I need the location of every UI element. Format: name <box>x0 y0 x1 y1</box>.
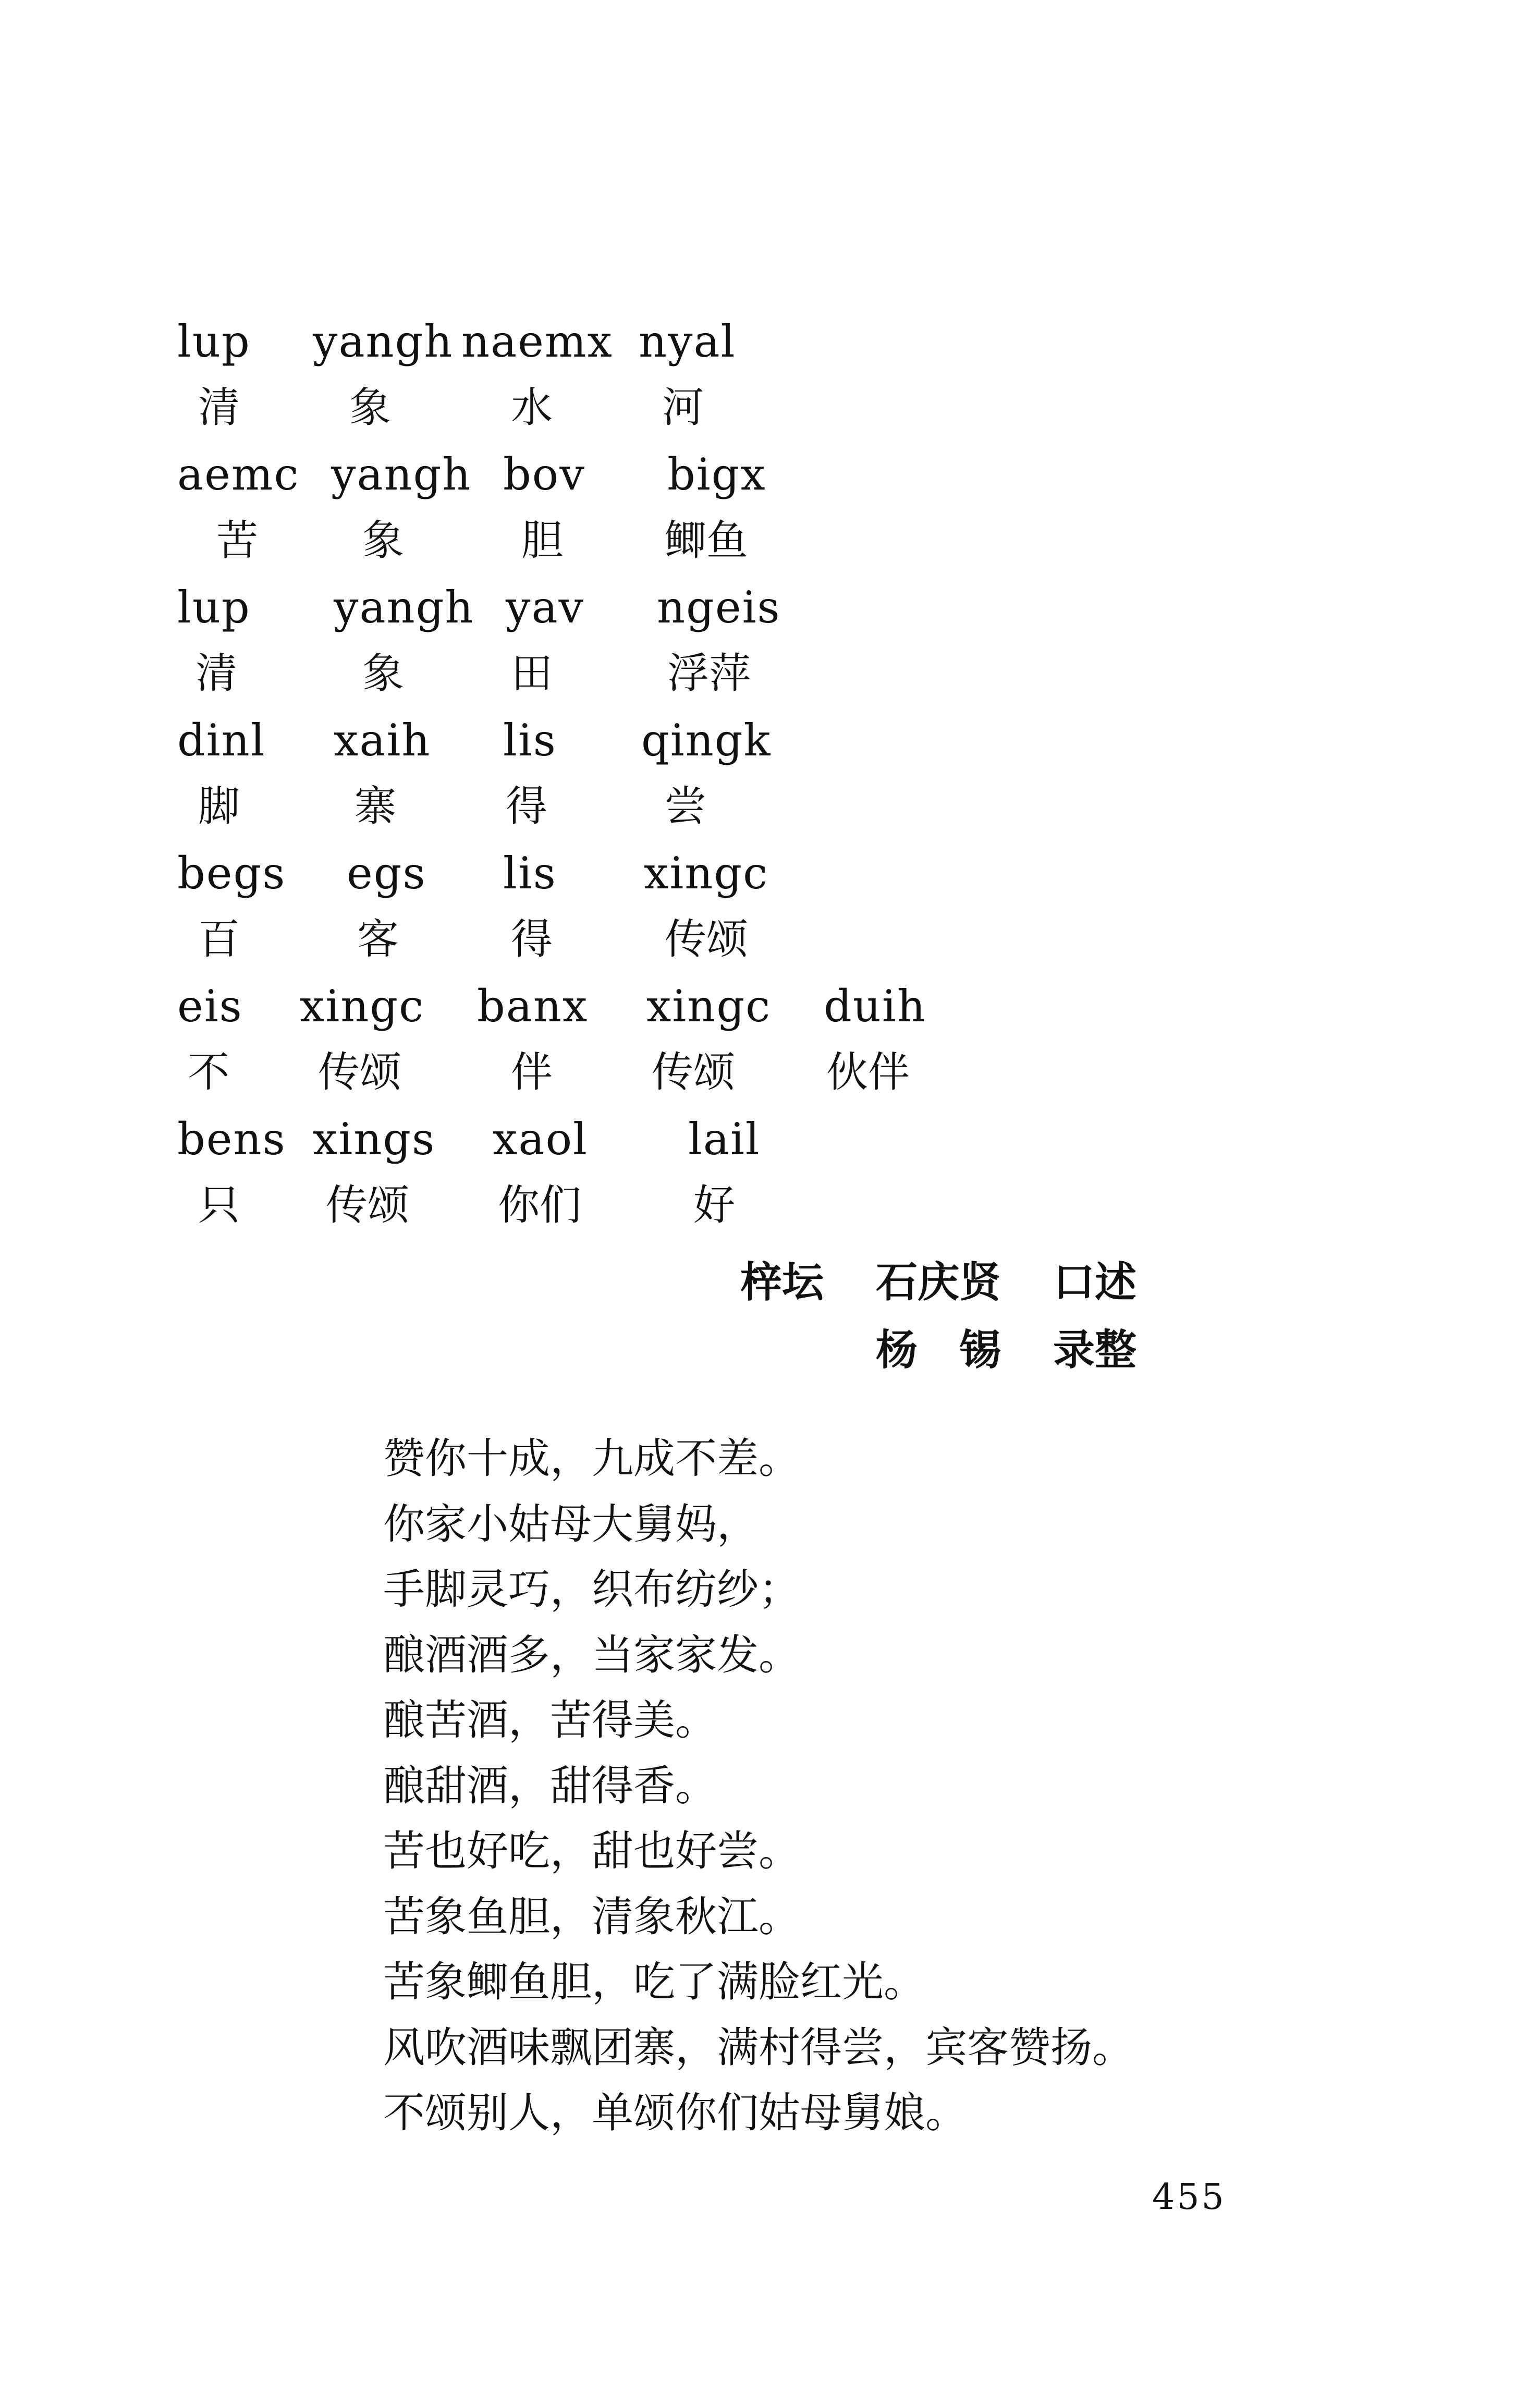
poem-line: 酿酒酒多，当家家发。 <box>383 1630 800 1679</box>
romanized-word: dinl <box>177 715 266 766</box>
romanized-word: yangh <box>331 449 472 500</box>
romanized-word: xaih <box>334 715 431 766</box>
poem-line: 酿苦酒，苦得美。 <box>383 1696 717 1744</box>
page-number: 455 <box>1152 2177 1226 2218</box>
romanized-row <box>177 313 1116 379</box>
chinese-gloss: 伙伴 <box>826 1048 910 1096</box>
chinese-gloss: 传颂 <box>318 1048 401 1096</box>
romanized-word: bens <box>177 1114 286 1165</box>
chinese-gloss: 水 <box>511 383 553 432</box>
poem-line: 苦象鲫鱼胆，吃了满脸红光。 <box>383 1958 925 2006</box>
romanized-row <box>177 978 1116 1044</box>
chinese-gloss: 清 <box>198 383 240 432</box>
chinese-gloss: 不 <box>188 1048 229 1096</box>
poem-line: 风吹酒味飘团寨，满村得尝，宾客赞扬。 <box>383 2023 1134 2072</box>
romanized-word: bigx <box>667 449 766 500</box>
chinese-gloss-row <box>177 911 1116 977</box>
chinese-gloss: 传颂 <box>665 915 748 963</box>
chinese-gloss: 得 <box>511 915 553 963</box>
romanized-word: bov <box>503 449 585 500</box>
chinese-gloss: 象 <box>362 516 404 565</box>
romanized-word: eis <box>177 981 243 1032</box>
romanized-word: egs <box>347 848 426 899</box>
chinese-gloss-row <box>177 379 1116 445</box>
song-line <box>177 446 1116 579</box>
romanized-row <box>177 845 1116 911</box>
chinese-gloss-row <box>177 645 1116 711</box>
place-name: 梓坛 <box>740 1258 824 1306</box>
attribution <box>740 1249 1262 1384</box>
romanized-word: begs <box>177 848 286 899</box>
romanized-word: yangh <box>334 582 474 633</box>
interlinear-song <box>177 313 1116 1243</box>
romanized-word: xingc <box>646 981 772 1032</box>
romanized-word: lup <box>177 582 251 633</box>
romanized-row <box>177 712 1116 778</box>
chinese-gloss: 百 <box>198 915 240 963</box>
chinese-gloss-row <box>177 778 1116 844</box>
chinese-gloss: 浮萍 <box>667 649 751 698</box>
chinese-gloss: 得 <box>506 782 547 830</box>
romanized-word: aemc <box>177 449 300 500</box>
chinese-gloss: 尝 <box>665 782 706 830</box>
recorder-role: 录整 <box>1053 1326 1136 1374</box>
romanized-word: yav <box>506 582 584 633</box>
chinese-gloss: 你们 <box>498 1181 581 1229</box>
chinese-gloss: 好 <box>693 1181 735 1229</box>
chinese-gloss: 象 <box>349 383 391 432</box>
romanized-row <box>177 1110 1116 1177</box>
romanized-word: nyal <box>639 316 736 367</box>
romanized-word: xingc <box>300 981 425 1032</box>
poem-line: 苦象鱼胆，清象秋江。 <box>383 1892 800 1941</box>
chinese-gloss: 脚 <box>198 782 240 830</box>
chinese-gloss: 传颂 <box>652 1048 735 1096</box>
chinese-gloss: 鲫鱼 <box>665 516 748 565</box>
narrator-credit <box>740 1249 1262 1316</box>
romanized-word: duih <box>824 981 926 1032</box>
poem-line: 酿甜酒，甜得香。 <box>383 1761 717 1810</box>
poem-line: 赞你十成，九成不差。 <box>383 1434 800 1483</box>
chinese-gloss: 河 <box>662 383 704 432</box>
song-line <box>177 712 1116 845</box>
narrator-role: 口述 <box>1053 1258 1136 1306</box>
chinese-gloss: 清 <box>195 649 237 698</box>
recorder-credit <box>740 1316 1262 1384</box>
romanized-word: ngeis <box>657 582 781 633</box>
song-line <box>177 845 1116 978</box>
poem-line: 苦也好吃，甜也好尝。 <box>383 1827 800 1875</box>
romanized-word: lup <box>177 316 251 367</box>
romanized-word: banx <box>477 981 589 1032</box>
song-line <box>177 579 1116 712</box>
romanized-word: naemx <box>461 316 613 367</box>
romanized-word: qingk <box>641 715 772 766</box>
romanized-word: lis <box>503 715 557 766</box>
chinese-gloss: 象 <box>362 649 404 698</box>
recorder-name: 杨 锡 <box>876 1326 1001 1374</box>
romanized-word: xaol <box>493 1114 588 1165</box>
chinese-translation <box>383 1426 1134 2146</box>
chinese-gloss: 胆 <box>521 516 563 565</box>
poem-line: 手脚灵巧，织布纺纱； <box>383 1565 800 1614</box>
chinese-gloss-row <box>177 1044 1116 1110</box>
narrator-name: 石庆贤 <box>876 1258 1001 1306</box>
romanized-row <box>177 579 1116 645</box>
romanized-word: lis <box>503 848 557 899</box>
romanized-word: yangh <box>313 316 454 367</box>
song-line <box>177 1110 1116 1243</box>
chinese-gloss: 田 <box>511 649 553 698</box>
chinese-gloss-row <box>177 512 1116 578</box>
chinese-gloss: 伴 <box>511 1048 553 1096</box>
song-line <box>177 313 1116 446</box>
chinese-gloss: 传颂 <box>326 1181 409 1229</box>
romanized-word: lail <box>688 1114 761 1165</box>
chinese-gloss: 苦 <box>216 516 258 565</box>
romanized-word: xingc <box>644 848 769 899</box>
chinese-gloss: 客 <box>357 915 399 963</box>
chinese-gloss-row <box>177 1177 1116 1243</box>
song-line <box>177 978 1116 1110</box>
romanized-row <box>177 446 1116 512</box>
chinese-gloss: 寨 <box>355 782 396 830</box>
romanized-word: xings <box>313 1114 436 1165</box>
poem-line: 不颂别人，单颂你们姑母舅娘。 <box>383 2088 967 2137</box>
chinese-gloss: 只 <box>198 1181 240 1229</box>
poem-line: 你家小姑母大舅妈， <box>383 1499 759 1548</box>
